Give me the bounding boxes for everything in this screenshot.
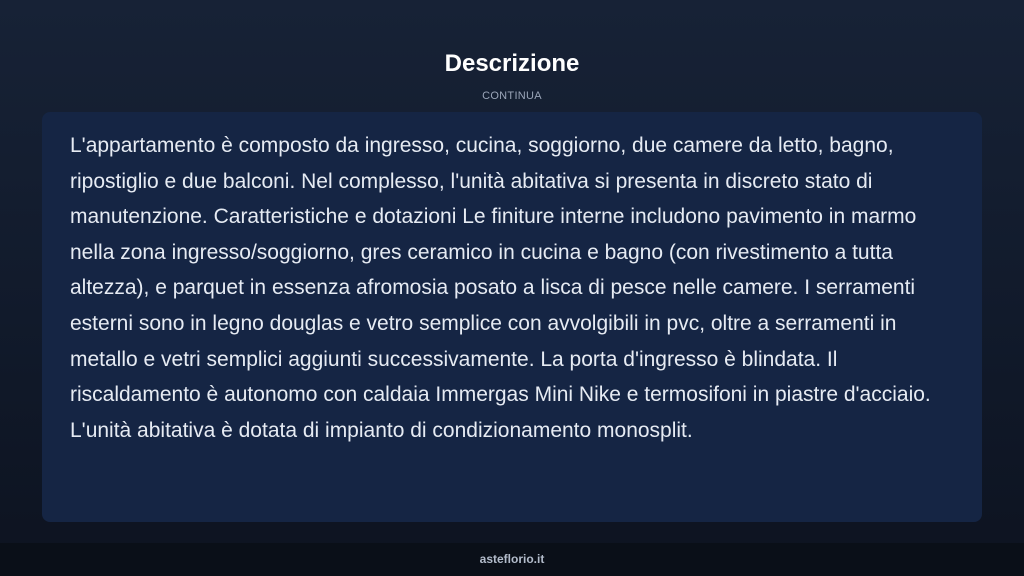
description-card <box>42 112 982 522</box>
footer-site-name: asteflorio.it <box>479 552 545 566</box>
page-title: Descrizione <box>444 50 580 77</box>
continued-label: CONTINUA <box>482 90 542 102</box>
description-text: L'appartamento è composto da ingresso, cucina, soggiorno, due camere da letto, bagno, ripostiglio e due balconi. Nel complesso, l'unità abitativa si presenta in discreto stato di manutenzione. Caratteristiche e dotazioni Le finiture interne includono pavimento in marmo nella zona ingresso/soggiorno, gres ceramico in cucina e bagno (con rivestimento a tutta altezza), e parquet in essenza afromosia posato a lisca di pesce nelle camere. I serramenti esterni sono in legno douglas e vetro semplice con avvolgibili in pvc, oltre a serramenti in metallo e vetri semplici aggiunti successivamente. La porta d'ingresso è blindata. Il riscaldamento è autonomo con caldaia Immergas Mini Nike e termosifoni in piastre d'acciaio. L'unità abitativa è dotata di impianto di condizionamento monosplit. <box>70 134 931 442</box>
footer-bar <box>0 543 1024 576</box>
